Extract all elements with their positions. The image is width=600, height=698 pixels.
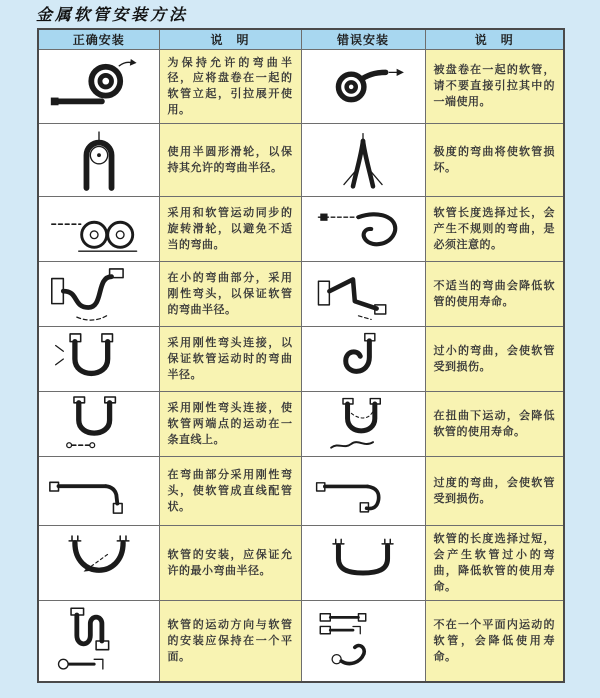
coiled-hose-upright-figure	[46, 56, 152, 116]
rigid-elbow-u-connection-figure	[46, 330, 152, 388]
correct-desc-text: 在小的弯曲部分，采用刚性弯头，以保证软管的弯曲半径。	[167, 271, 293, 317]
header-correct-install: 正确安装	[38, 29, 159, 49]
correct-desc-text: 采用刚性弯头连接，使软管两端点的运动在一条直线上。	[167, 401, 293, 447]
wrong-figure-cell	[301, 49, 425, 124]
table-row	[38, 124, 564, 197]
correct-figure-cell	[38, 601, 159, 682]
wrong-figure-cell	[301, 526, 425, 601]
correct-desc-cell	[159, 197, 301, 262]
overlong-hose-irregular-bend-figure	[313, 201, 413, 257]
header-wrong-description: 说 明	[425, 29, 564, 49]
straight-run-overbent-end-figure	[313, 463, 413, 519]
coiled-hose-pulled-from-end-figure	[313, 56, 413, 116]
correct-figure-cell	[38, 197, 159, 262]
correct-desc-cell	[159, 327, 301, 392]
header-correct-description: 说 明	[159, 29, 301, 49]
correct-desc-cell	[159, 392, 301, 457]
correct-desc-cell	[159, 526, 301, 601]
wrong-figure-cell	[301, 197, 425, 262]
correct-figure-cell	[38, 49, 159, 124]
correct-desc-text: 软管的安装，应保证允许的最小弯曲半径。	[167, 548, 293, 578]
semicircular-pulley-figure	[46, 129, 152, 191]
wrong-figure-cell	[301, 124, 425, 197]
wrong-figure-cell	[301, 327, 425, 392]
page-title: 金属软管安装方法	[36, 5, 189, 24]
correct-desc-text: 软管的运动方向与软管的安装应保持在一个平面。	[167, 617, 293, 663]
wrong-desc-text: 在扭曲下运动，会降低软管的使用寿命。	[433, 409, 555, 439]
wrong-desc-text: 软管的长度选择过短，会产生软管过小的弯曲，降低软管的使用寿命。	[433, 532, 555, 594]
wrong-desc-cell	[425, 262, 564, 327]
wrong-desc-text: 不适当的弯曲会降低软管的使用寿命。	[433, 279, 555, 309]
wrong-desc-cell	[425, 601, 564, 682]
wrong-figure-cell	[301, 601, 425, 682]
correct-desc-cell	[159, 49, 301, 124]
synchronized-rotating-pulleys-figure	[46, 201, 152, 257]
correct-desc-text: 采用刚性弯头连接，以保证软管运动时的弯曲半径。	[167, 336, 293, 382]
table-row	[38, 197, 564, 262]
wrong-desc-cell	[425, 457, 564, 526]
wrong-desc-text: 过小的弯曲，会使软管受到损伤。	[433, 344, 555, 374]
wrong-figure-cell	[301, 262, 425, 327]
motion-in-same-plane-trap-figure	[46, 606, 152, 676]
wrong-desc-text: 过度的弯曲，会使软管受到损伤。	[433, 476, 555, 506]
minimum-bend-radius-u-figure	[46, 533, 152, 593]
wrong-desc-cell	[425, 124, 564, 197]
correct-desc-cell	[159, 124, 301, 197]
table-row	[38, 526, 564, 601]
table-row	[38, 457, 564, 526]
wrong-figure-cell	[301, 392, 425, 457]
correct-figure-cell	[38, 392, 159, 457]
header-wrong-install: 错误安装	[301, 29, 425, 49]
straight-run-with-elbow-figure	[46, 463, 152, 519]
table-row	[38, 49, 564, 124]
correct-desc-text: 为保持允许的弯曲半径，应将盘卷在一起的软管立起，引拉展开使用。	[167, 55, 293, 117]
correct-figure-cell	[38, 457, 159, 526]
wrong-desc-cell	[425, 327, 564, 392]
correct-figure-cell	[38, 526, 159, 601]
rigid-elbow-small-bend-figure	[46, 265, 152, 323]
wrong-desc-text: 不在一个平面内运动的软管，会降低使用寿命。	[433, 617, 555, 663]
table-row	[38, 262, 564, 327]
table-row	[38, 601, 564, 682]
correct-desc-cell	[159, 262, 301, 327]
improper-sharp-bend-figure	[313, 265, 413, 323]
table-row	[38, 392, 564, 457]
wrong-desc-cell	[425, 392, 564, 457]
too-short-flat-u-figure	[313, 533, 413, 593]
wrong-figure-cell	[301, 457, 425, 526]
u-hose-inline-motion-figure	[46, 395, 152, 453]
correct-desc-text: 采用和软管运动同步的旋转滑轮，以避免不适当的弯曲。	[167, 206, 293, 252]
extreme-sharp-bend-figure	[313, 129, 413, 191]
wrong-desc-text: 软管长度选择过长，会产生不规则的弯曲，是必须注意的。	[433, 206, 555, 252]
wrong-desc-cell	[425, 197, 564, 262]
correct-desc-cell	[159, 457, 301, 526]
wrong-desc-text: 被盘卷在一起的软管，请不要直接引拉其中的一端使用。	[433, 63, 555, 109]
correct-desc-cell	[159, 601, 301, 682]
wrong-desc-text: 极度的弯曲将使软管损坏。	[433, 145, 555, 175]
header-row	[38, 29, 564, 49]
correct-figure-cell	[38, 327, 159, 392]
wrong-desc-cell	[425, 49, 564, 124]
correct-desc-text: 使用半圆形滑轮，以保持其允许的弯曲半径。	[167, 145, 293, 175]
u-hose-twisted-motion-figure	[313, 395, 413, 453]
too-small-bend-hook-figure	[313, 330, 413, 388]
correct-figure-cell	[38, 262, 159, 327]
hose-installation-table	[37, 28, 565, 683]
correct-desc-text: 在弯曲部分采用刚性弯头，使软管成直线配管状。	[167, 468, 293, 514]
correct-figure-cell	[38, 124, 159, 197]
table-row	[38, 327, 564, 392]
wrong-desc-cell	[425, 526, 564, 601]
motion-out-of-plane-figure	[313, 606, 413, 676]
